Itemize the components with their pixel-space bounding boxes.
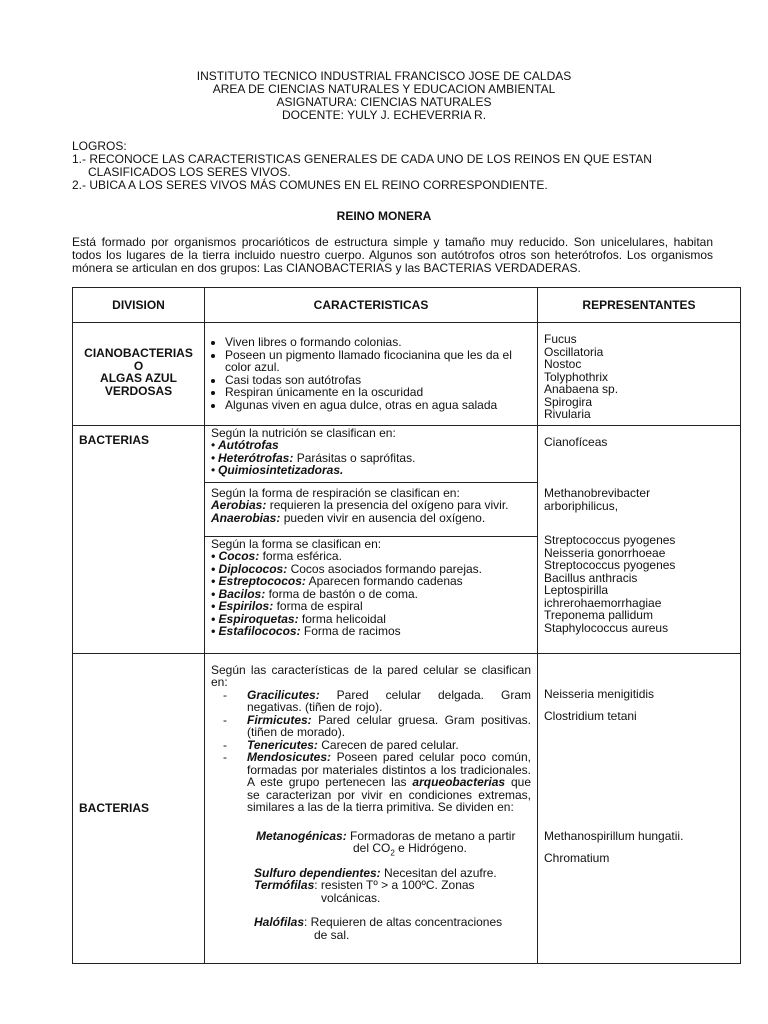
- term-description: Parásitas o saprófitas.: [296, 450, 416, 465]
- nutrition-intro: Según la nutrición se clasifican en:: [211, 425, 396, 440]
- term-description: Pared celular delgada. Gram negativas. (tiñen de rojo).: [247, 687, 531, 714]
- list-item: Anabaena sp.: [544, 382, 619, 396]
- term-description: Carecen de pared celular.: [321, 737, 459, 752]
- representatives-cianobacterias: [538, 323, 741, 426]
- list-item: • Bacilos: forma de bastón o de coma.: [211, 586, 418, 601]
- term-description: Formadoras de metano a partir: [350, 828, 516, 843]
- term: Diplococos:: [218, 561, 288, 576]
- list-item: • Estafilococos: Forma de racimos: [211, 624, 401, 638]
- teacher-name: DOCENTE: YULY J. ECHEVERRIA R.: [281, 108, 487, 122]
- list-item: • Quimiosintetizadoras.: [211, 463, 344, 477]
- subject-name: ASIGNATURA: CIENCIAS NATURALES: [276, 95, 492, 109]
- list-item: • Casi todas son autótrofas: [225, 374, 531, 387]
- list-item: Treponema pallidum: [544, 608, 653, 622]
- term: arqueobacterias: [412, 775, 506, 789]
- division-line: O: [133, 358, 144, 373]
- shape-intro: Según la forma se clasifican en:: [211, 536, 382, 551]
- term-description: forma de espiral: [276, 599, 363, 613]
- list-item: - Mendosicutes: Poseen pared celular poco común, formadas por materiales distintos a los tradicionales. A este grupo pertenecen las arqueobacterias que se caracterizan por vivir en condiciones extremas, similares a las de la tierra primitiva. Se dividen en:: [223, 750, 531, 814]
- term-description: Cocos asociados formando parejas.: [290, 561, 482, 576]
- list-item: Methanobrevibacter: [544, 486, 651, 500]
- term: Estafilococos:: [218, 624, 301, 638]
- term: Termófilas: [254, 878, 315, 892]
- term: Metanogénicas:: [256, 828, 347, 843]
- term-description: Poseen pared celular poco común, formadas por materiales distintos a los tradicionales. A este grupo pertenecen las: [247, 750, 531, 789]
- header-caracteristicas: CARACTERISTICAS: [205, 288, 538, 323]
- logros-title: LOGROS:: [72, 139, 127, 153]
- subgroup-halofilas: [211, 916, 531, 941]
- list-item: Oscillatoria: [544, 344, 604, 359]
- term: Mendosicutes:: [247, 750, 332, 764]
- subgroup-termofilas: [211, 879, 531, 904]
- term-description-continued: [256, 841, 531, 858]
- text: del CO: [353, 841, 391, 855]
- logro-1: 1.- RECONOCE LAS CARACTERISTICAS GENERALES DE CADA UNO DE LOS REINOS EN QUE ESTAN: [72, 152, 652, 166]
- list-item: • Estreptococos: Aparecen formando cadenas: [211, 574, 463, 588]
- representatives-bacterias-2: [538, 653, 741, 963]
- list-item: Cianofíceas: [544, 434, 608, 449]
- list-item: Bacillus anthracis: [544, 570, 638, 585]
- term-description: forma de bastón o de coma.: [268, 586, 418, 601]
- term: Halófilas: [254, 915, 305, 929]
- term-description: forma esférica.: [262, 549, 342, 563]
- list-item: - Tenericutes: Carecen de pared celular.: [223, 737, 459, 752]
- representatives-bacterias-1: [538, 425, 741, 653]
- list-item: Clostridium tetani: [544, 709, 637, 723]
- section-title: REINO MONERA: [336, 209, 432, 223]
- term-description: requieren la presencia del oxígeno para vivir.: [269, 498, 509, 512]
- term-description-continued: de sal.: [314, 927, 350, 942]
- text: e Hidrógeno.: [394, 841, 467, 855]
- nutrition-block: [205, 426, 537, 483]
- list-item: Methanospirillum hungatii.: [544, 828, 684, 843]
- list-item: • Poseen un pigmento llamado ficocianina que les da el color azul.: [225, 349, 531, 374]
- list-item: • Viven libres o formando colonias.: [225, 336, 531, 349]
- division-line: CIANOBACTERIAS: [84, 346, 193, 360]
- shape-block: [205, 537, 537, 642]
- division-label: BACTERIAS: [79, 800, 150, 815]
- list-item: Rivularia: [544, 407, 591, 421]
- division-bacterias: BACTERIAS: [73, 425, 205, 653]
- subscript: 2: [390, 848, 395, 858]
- characteristics-list: [205, 323, 537, 417]
- term-description: Pared celular gruesa. Gram positivas. (tiñen de morado).: [247, 712, 531, 739]
- term: Heterótrofas:: [218, 450, 294, 465]
- term: Cocos:: [218, 549, 260, 563]
- institution-name: INSTITUTO TECNICO INDUSTRIAL FRANCISCO JOSE DE CALDAS: [196, 69, 572, 83]
- logro-1-continued: CLASIFICADOS LOS SERES VIVOS.: [88, 165, 291, 179]
- list-item: ichrerohaemorrhagiae: [544, 595, 662, 610]
- list-item: • Respiran únicamente en la oscuridad: [225, 386, 531, 399]
- table-header-row: [73, 288, 741, 323]
- term-description: Aparecen formando cadenas: [308, 574, 463, 588]
- term: Aerobias:: [211, 498, 267, 512]
- cell-wall-intro: Según las características de la pared celular se clasifican en:: [211, 662, 531, 689]
- list-item: Streptococcus pyogenes: [544, 558, 676, 572]
- term-description: Necesitan del azufre.: [384, 865, 497, 880]
- area-name: AREA DE CIENCIAS NATURALES Y EDUCACION AMBIENTAL: [212, 82, 556, 96]
- intro-paragraph: Está formado por organismos procarióticos de estructura simple y tamaño muy reducido. Son unicelulares, habitan todos los lugares de la tierra incluido nuestro cuerpo. Algunos son autótrofos otros son heterótrofos. Los organismos mónera se articulan en dos grupos: Las CIANOBACTERIAS y las BACTERIAS VERDADERAS.: [72, 235, 713, 275]
- list-item: [211, 512, 531, 525]
- characteristics-bacterias-2: [205, 653, 538, 963]
- logro-2: 2.- UBICA A LOS SERES VIVOS MÁS COMUNES EN EL REINO CORRESPONDIENTE.: [72, 178, 548, 192]
- division-line: ALGAS AZUL: [100, 371, 177, 385]
- list-item: arboriphilicus,: [544, 498, 619, 513]
- term: Gracilicutes:: [247, 687, 320, 702]
- monera-table: [72, 287, 741, 964]
- characteristics-cianobacterias: [205, 323, 538, 426]
- term: Quimiosintetizadoras.: [218, 463, 344, 477]
- term: Sulfuro dependientes:: [254, 865, 381, 880]
- list-item: • Cocos: forma esférica.: [211, 549, 342, 563]
- list-item: • Algunas viven en agua dulce, otras en agua salada: [225, 399, 531, 412]
- term: Tenericutes:: [247, 737, 318, 752]
- term-description: que se caracterizan por vivir en condiciones extremas, similares a las de la tierra primitiva. Se dividen en:: [247, 775, 531, 814]
- list-item: • Heterótrofas: Parásitas o saprófitas.: [211, 450, 416, 465]
- term: Autótrofas: [218, 438, 279, 452]
- term: Estreptococos:: [218, 574, 306, 588]
- list-item: • Autótrofas: [211, 438, 279, 452]
- term-description-continued: volcánicas.: [321, 890, 381, 905]
- division-bacterias-2: [73, 653, 205, 963]
- division-cianobacterias: [73, 323, 205, 426]
- list-item: Staphylococcus aureus: [544, 620, 669, 635]
- list-item: Fucus: [544, 332, 577, 346]
- list-item: Chromatium: [544, 851, 610, 865]
- table-row-bacterias-1: [73, 425, 741, 653]
- term-description: pueden vivir en ausencia del oxígeno.: [283, 510, 486, 525]
- header-representantes: REPRESENTANTES: [538, 288, 741, 323]
- list-item: - Firmicutes: Pared celular gruesa. Gram positivas. (tiñen de morado).: [223, 712, 531, 739]
- list-item: Nostoc: [544, 357, 582, 371]
- term-description: : Requieren de altas concentraciones: [304, 915, 503, 929]
- term: Bacilos:: [218, 586, 266, 601]
- subgroup-metanogenicas: [211, 828, 531, 858]
- list-item: - Gracilicutes: Pared celular delgada. Gram negativas. (tiñen de rojo).: [223, 687, 531, 714]
- document-header: [0, 70, 768, 122]
- table-row-cianobacterias: [73, 323, 741, 426]
- list-item: Spirogira: [544, 394, 593, 409]
- list-item: • Diplococos: Cocos asociados formando parejas.: [211, 561, 482, 576]
- list-item: • Espirilos: forma de espiral: [211, 599, 363, 613]
- respiration-block: [205, 483, 537, 537]
- table-row-bacterias-2: [73, 653, 741, 963]
- respiration-intro: Según la forma de respiración se clasifican en:: [211, 485, 460, 500]
- characteristics-bacterias-1: [205, 425, 538, 653]
- header-division: DIVISION: [73, 288, 205, 323]
- term-description: forma helicoidal: [301, 611, 386, 626]
- list-item: • Espiroquetas: forma helicoidal: [211, 611, 386, 626]
- division-line: VERDOSAS: [104, 383, 173, 398]
- term-description: : resisten Tº > a 100ºC. Zonas: [314, 878, 475, 892]
- term: Espirilos:: [218, 599, 274, 613]
- logros-section: [72, 140, 712, 192]
- list-item: Tolyphothrix: [544, 369, 609, 384]
- term: Espiroquetas:: [218, 611, 299, 626]
- list-item: Neisseria menigitidis: [544, 686, 655, 701]
- term: Anaerobias:: [211, 510, 281, 525]
- list-item: Leptospirilla: [544, 583, 609, 597]
- term: Firmicutes:: [247, 712, 312, 727]
- term-description: Forma de racimos: [303, 624, 401, 638]
- list-item: Streptococcus pyogenes: [544, 533, 676, 547]
- list-item: Neisseria gonorrhoeae: [544, 545, 666, 560]
